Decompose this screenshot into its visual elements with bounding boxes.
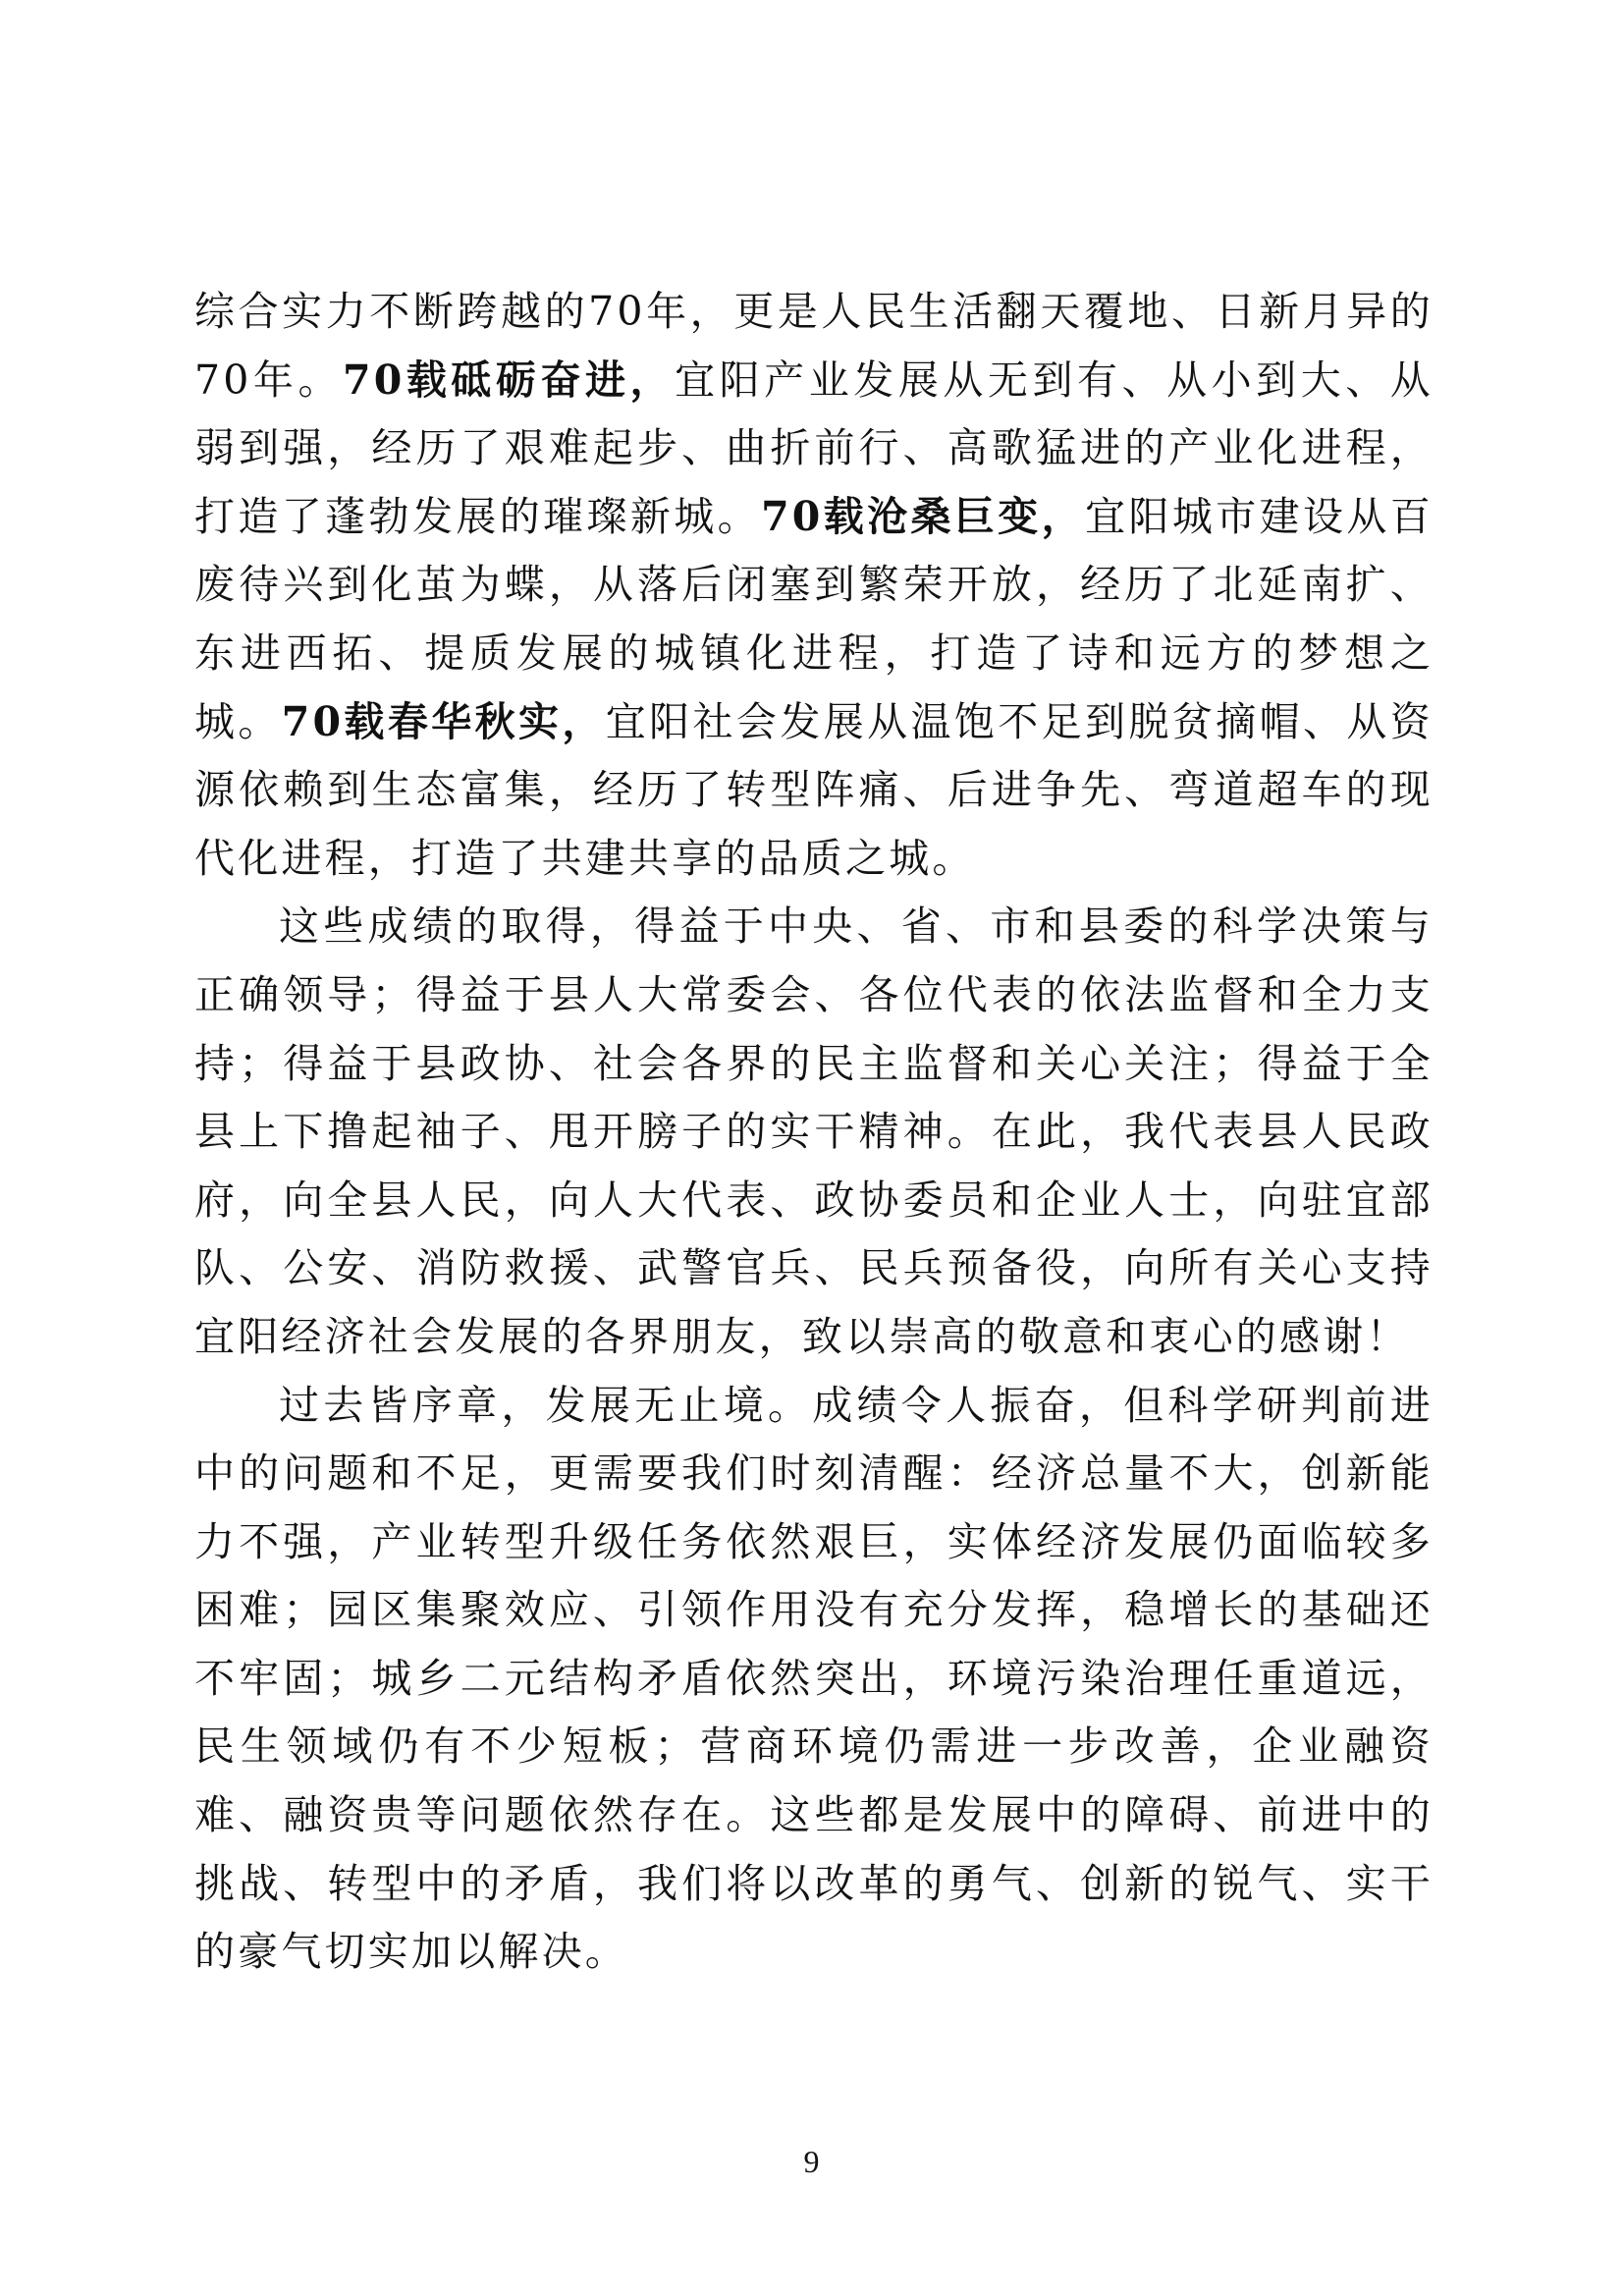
paragraph-text: 宜阳社会发展从温饱不足到脱贫摘帽、从资源依赖到生态富集，经历了转型阵痛、后进争先、弯道超车的现代化进程，打造了共建共享的品质之城。: [194, 697, 1434, 882]
paragraph-achievements: [194, 278, 1434, 893]
bold-heading-harvest: 70载春华秋实，: [281, 697, 606, 745]
bold-heading-transformation: 70载沧桑巨变，: [761, 492, 1086, 540]
document-body: [194, 278, 1434, 1987]
paragraph-challenges: 过去皆序章，发展无止境。成绩令人振奋，但科学研判前进中的问题和不足，更需要我们时刻清醒：经济总量不大，创新能力不强，产业转型升级任务依然艰巨，实体经济发展仍面临较多困难；园区集聚效应、引领作用没有充分发挥，稳增长的基础还不牢固；城乡二元结构矛盾依然突出，环境污染治理任重道远，民生领域仍有不少短板；营商环境仍需进一步改善，企业融资难、融资贵等问题依然存在。这些都是发展中的障碍、前进中的挑战、转型中的矛盾，我们将以改革的勇气、创新的锐气、实干的豪气切实加以解决。: [194, 1381, 1434, 1976]
bold-heading-striving: 70载砥砺奋进，: [343, 355, 676, 404]
paragraph-gratitude: 这些成绩的取得，得益于中央、省、市和县委的科学决策与正确领导；得益于县人大常委会、各位代表的依法监督和全力支持；得益于县政协、社会各界的民主监督和关心关注；得益于全县上下撸起袖子、甩开膀子的实干精神。在此，我代表县人民政府，向全县人民，向人大代表、政协委员和企业人士，向驻宜部队、公安、消防救援、武警官兵、民兵预备役，向所有关心支持宜阳经济社会发展的各界朋友，致以崇高的敬意和衷心的感谢！: [194, 902, 1434, 1360]
page-number: 9: [803, 2144, 820, 2179]
paragraph-text: 综合实力不断跨越的70年，更是人民生活翻天覆地、日新月异的70年。: [194, 288, 1434, 404]
paragraph-text: 宜阳产业发展从无到有、从小到大、从弱到强，经历了艰难起步、曲折前行、高歌猛进的产业化进程，打造了蓬勃发展的璀璨新城。: [194, 355, 1434, 540]
paragraph-text: 宜阳城市建设从百废待兴到化茧为蝶，从落后闭塞到繁荣开放，经历了北延南扩、东进西拓、提质发展的城镇化进程，打造了诗和远方的梦想之城。: [194, 492, 1434, 745]
